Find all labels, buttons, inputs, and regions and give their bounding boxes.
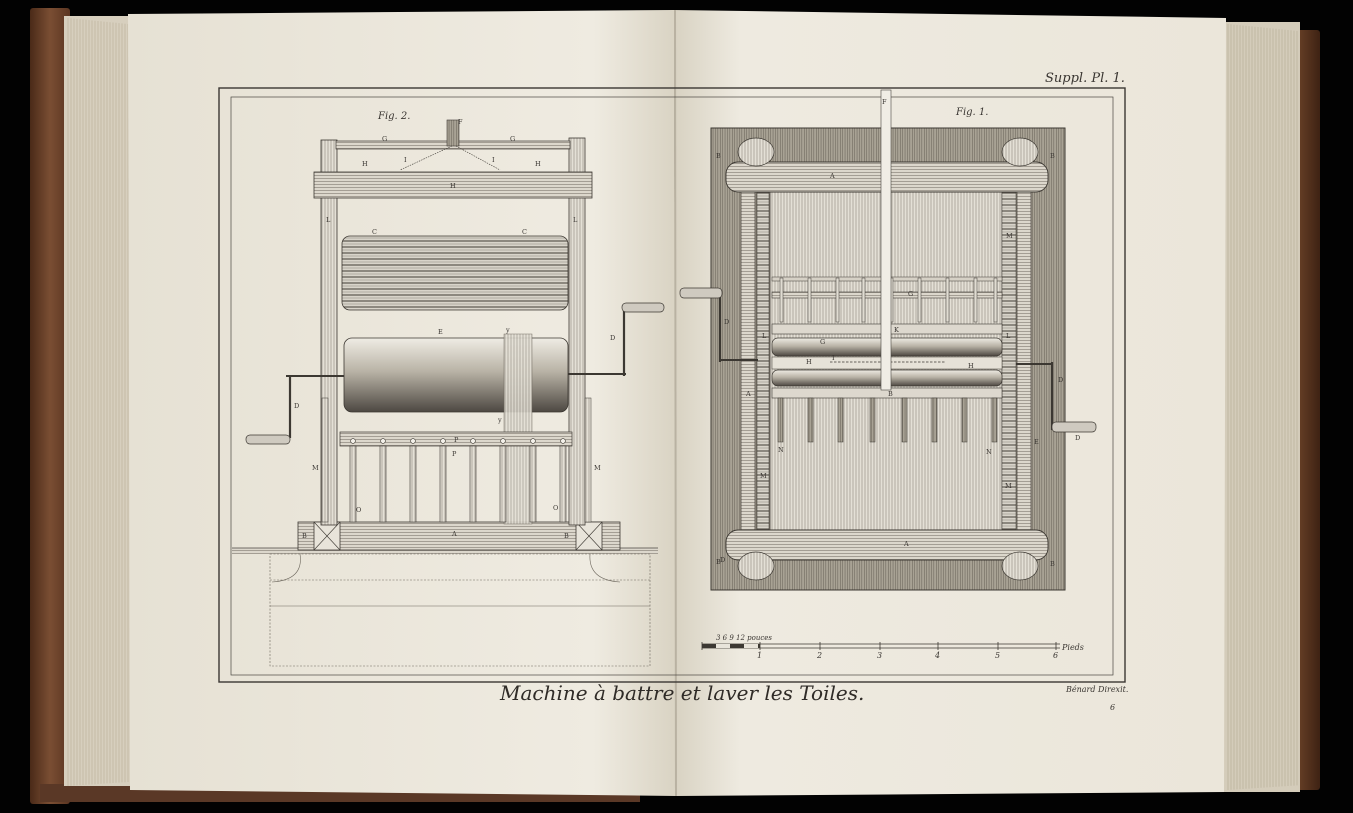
scale-number: 1: [757, 651, 763, 660]
figure-2-letter: L: [326, 216, 331, 224]
figure-2-letter: O: [356, 506, 362, 514]
figure-2-letter: y: [506, 326, 510, 334]
figure-1-letter: A: [746, 390, 751, 398]
figure-1-letter: M: [1005, 482, 1012, 490]
figure-1-letter: N: [986, 448, 992, 456]
figure-1-letter: L: [762, 332, 767, 340]
figure-1-letter: D: [1075, 434, 1081, 442]
scale-number: 6: [1053, 651, 1059, 660]
figure-2-letter: H: [450, 182, 456, 190]
figure-2-letter: P: [452, 450, 457, 458]
figure-1-label: Fig. 1.: [956, 107, 989, 118]
figure-2-letter: y: [498, 416, 502, 424]
figure-1-letter: E: [1034, 438, 1039, 446]
figure-2-letter: I: [404, 156, 407, 164]
figure-2-letter: H: [535, 160, 541, 168]
figure-2-letter: D: [294, 402, 300, 410]
figure-2-letter: G: [510, 135, 516, 143]
figure-1-letter: A: [830, 172, 835, 180]
figure-1-letter: L: [1006, 332, 1011, 340]
figure-2-letter: B: [302, 532, 307, 540]
figure-1-letter: B: [1050, 152, 1055, 160]
figure-1-letter: G: [908, 290, 914, 298]
figure-2-letter: B: [564, 532, 569, 540]
figure-1-letter: I: [832, 354, 835, 362]
plate-caption: Machine à battre et laver les Toiles.: [500, 681, 865, 705]
figure-2-letter: D: [610, 334, 616, 342]
figure-1-letter: D: [720, 556, 726, 564]
figure-1-letter: H: [806, 358, 812, 366]
figure-2-letter: F: [458, 118, 463, 126]
figure-2-letter: H: [362, 160, 368, 168]
figure-2-letter: A: [452, 530, 457, 538]
engraver-credit: Bénard Direxit.: [1066, 685, 1129, 694]
figure-1-letter: B: [716, 558, 721, 566]
figure-1-letter: M: [1006, 232, 1013, 240]
figure-1-letter: A: [904, 540, 909, 548]
scale-unit-label: Pieds: [1062, 643, 1084, 652]
figure-2-letter: O: [553, 504, 559, 512]
figure-2-letter: L: [573, 216, 578, 224]
figure-2-letter: E: [438, 328, 443, 336]
figure-1-letter: B: [1050, 560, 1055, 568]
figure-1-drawing: [680, 90, 1096, 590]
scale-number: 2: [817, 651, 823, 660]
scale-number: 3: [877, 651, 883, 660]
figure-1-letter: N: [778, 446, 784, 454]
figure-1-letter: H: [968, 362, 974, 370]
figure-1-letter: M: [760, 472, 767, 480]
figure-1-letter: B: [888, 390, 893, 398]
figure-2-letter: I: [492, 156, 495, 164]
figure-1-letter: K: [894, 326, 899, 334]
figure-2-letter: P: [454, 436, 459, 444]
figure-2-letter: C: [522, 228, 527, 236]
figure-1-letter: F: [882, 98, 887, 106]
scale-number: 4: [935, 651, 941, 660]
figure-1-letter: G: [820, 338, 826, 346]
signature-mark: 6: [1110, 703, 1116, 712]
figure-2-letter: M: [312, 464, 319, 472]
plate-number: Suppl. Pl. 1.: [1045, 71, 1125, 86]
scale-small-label: 3 6 9 12 pouces: [716, 634, 773, 642]
figure-1-letter: D: [1058, 376, 1064, 384]
figure-2-label: Fig. 2.: [378, 111, 411, 122]
scale-number: 5: [995, 651, 1001, 660]
figure-1-letter: B: [716, 152, 721, 160]
figure-2-letter: M: [594, 464, 601, 472]
figure-2-letter: G: [382, 135, 388, 143]
figure-1-letter: D: [724, 318, 730, 326]
figure-2-letter: C: [372, 228, 377, 236]
